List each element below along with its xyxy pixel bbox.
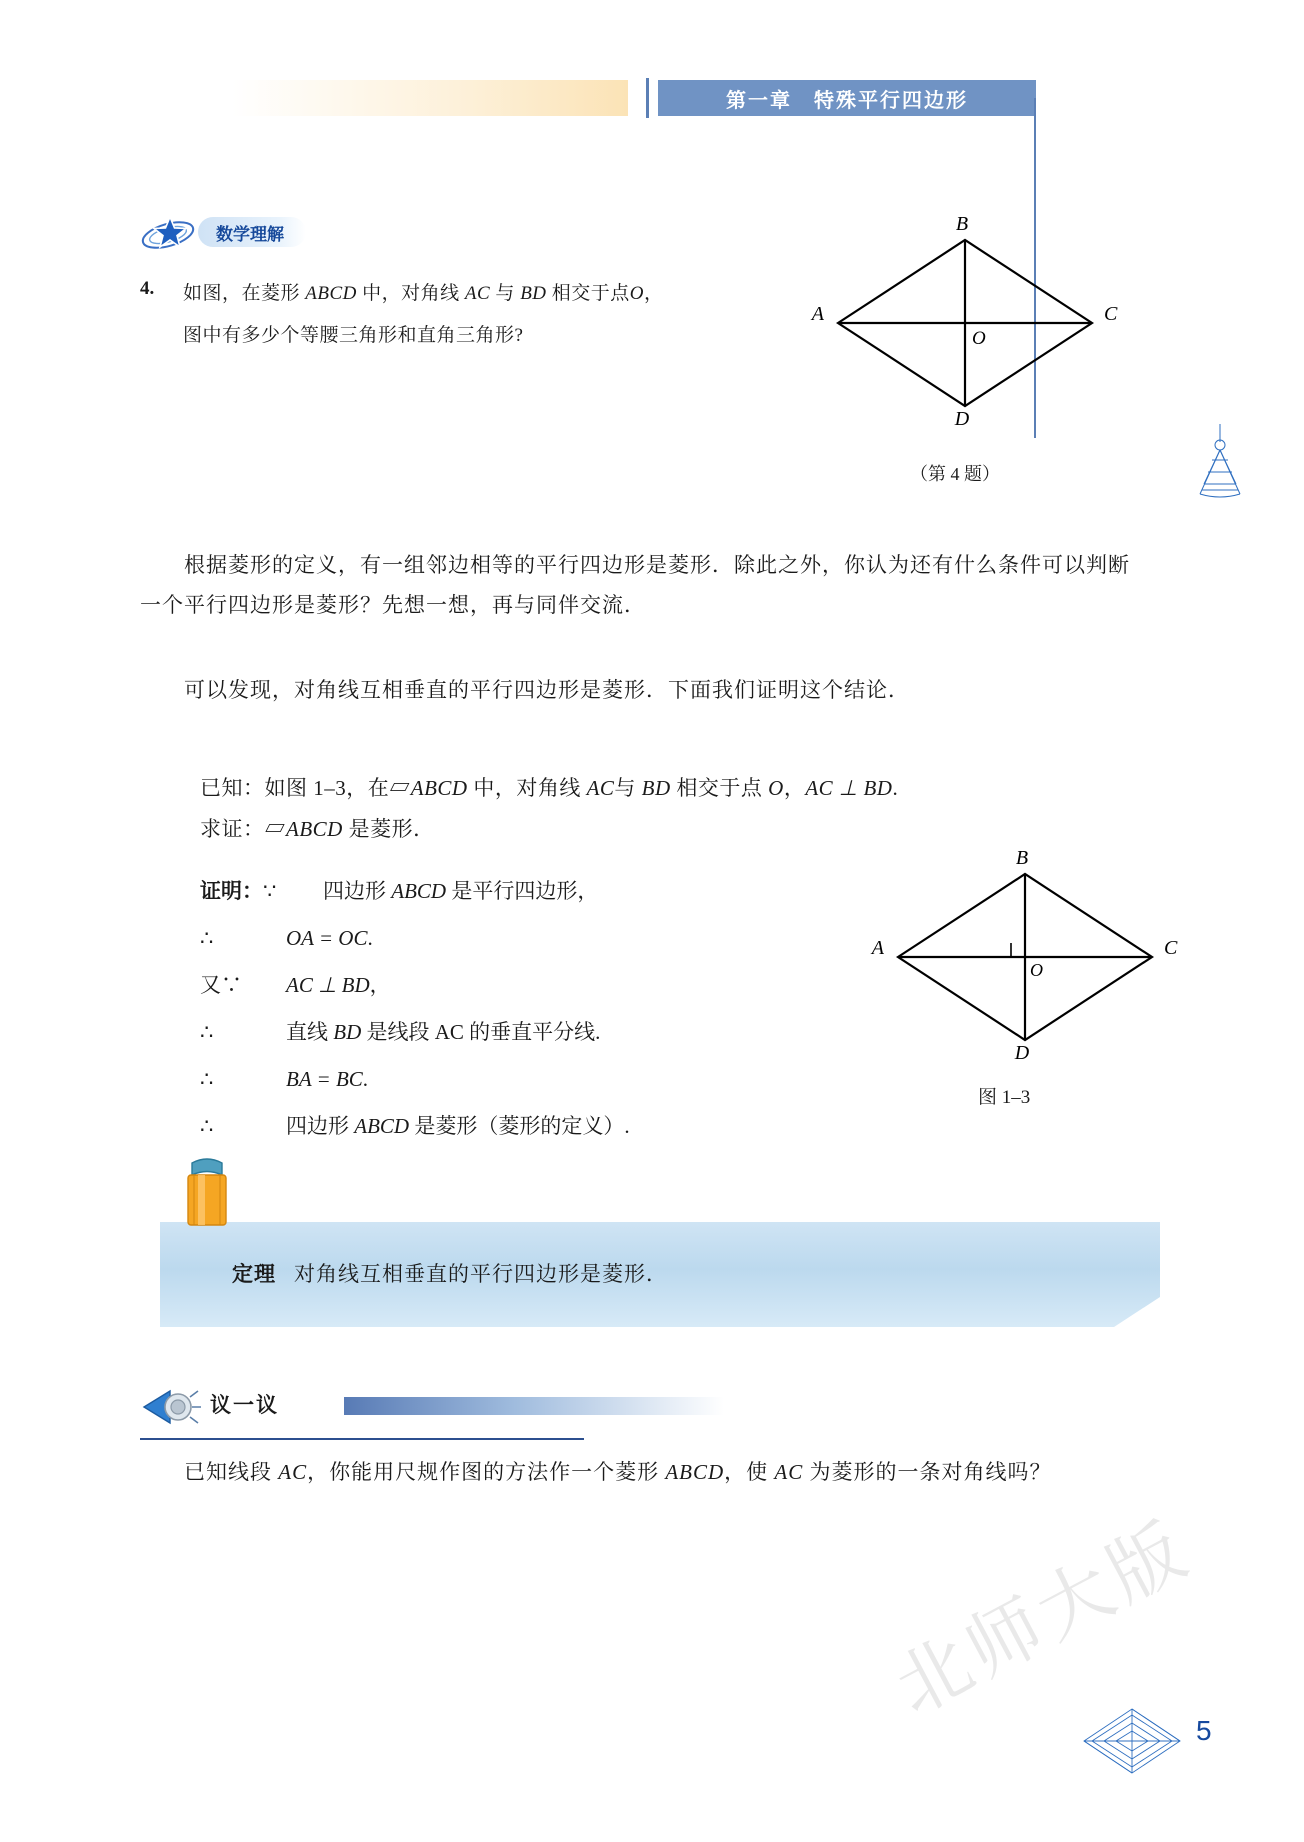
paragraph-discuss-question [140, 1452, 1150, 1492]
proof-text-pre: 四边形 [323, 879, 392, 903]
figure1-label-D: D [954, 408, 970, 430]
section-badge-discuss [140, 1385, 700, 1435]
tofind-label: 求证： [200, 817, 265, 841]
proof-math: BD [333, 1020, 362, 1044]
proof-step-row [200, 915, 900, 962]
p3-text: 已知线段 [184, 1460, 279, 1484]
tofind-line [200, 809, 980, 850]
exercise-text-line-1 [183, 278, 664, 305]
header-divider [646, 78, 649, 118]
paragraph-definition: 根据菱形的定义，有一组邻边相等的平行四边形是菱形．除此之外，你认为还有什么条件可以判断一个平行四边形是菱形？先想一想，再与同伴交流． [140, 553, 1130, 617]
megaphone-icon [140, 1385, 202, 1431]
exercise-text-part: 如图，在菱形 [183, 283, 306, 304]
badge-label-math-understanding: 数学理解 [198, 217, 306, 247]
figure-rhombus-exercise4 [811, 213, 1118, 430]
figure1-caption: （第 4 题） [910, 464, 1000, 484]
proof-symbol: ∴ [200, 926, 214, 950]
given-text: 相交于点 [670, 776, 769, 800]
proof-text-pre: 四边形 [286, 1114, 355, 1138]
math-abcd: ABCD [305, 283, 357, 304]
parallelogram-symbol: ▱ [264, 817, 286, 841]
proof-math: ABCD [354, 1114, 410, 1138]
given-text: 如图 1–3，在 [264, 776, 390, 800]
page-header [0, 80, 1304, 120]
discuss-underline [140, 1438, 584, 1440]
math-abcd: ABCD [286, 817, 343, 841]
math-bd: BD [520, 283, 547, 304]
paragraph-conclusion: 可以发现，对角线互相垂直的平行四边形是菱形．下面我们证明这个结论． [184, 678, 910, 702]
discuss-rule-bar [344, 1397, 724, 1415]
figure2-caption: 图 1–3 [978, 1087, 1031, 1108]
proof-text-post: . [362, 1067, 369, 1091]
figure2-label-B: B [1015, 847, 1029, 869]
proof-step-text [260, 962, 391, 1009]
math-abcd: ABCD [665, 1460, 725, 1484]
proof-given-block [200, 768, 980, 850]
proof-step-row [200, 868, 900, 915]
math-ac: AC [464, 283, 491, 304]
proof-step-text [260, 915, 373, 962]
math-abcd: ABCD [410, 776, 468, 800]
parallelogram-symbol: ▱ [389, 776, 411, 800]
math-o: O [629, 283, 645, 304]
figure-rhombus-proof [871, 847, 1178, 1064]
given-text: 中，对角线 [467, 776, 587, 800]
given-text: 与 [614, 776, 642, 800]
exercise-text-part: ， [644, 283, 664, 304]
proof-step-text [260, 1103, 630, 1150]
math-ac-perp-bd: AC ⊥ BD [805, 776, 893, 800]
tofind-text: 是菱形． [342, 817, 435, 841]
proof-math: ABCD [391, 879, 447, 903]
proof-step-row [200, 1009, 900, 1056]
p3-text: 为菱形的一条对角线吗？ [803, 1460, 1052, 1484]
proof-text-post: 是平行四边形， [446, 879, 599, 903]
given-label: 已知： [200, 776, 265, 800]
proof-step-text [260, 1056, 368, 1103]
section-badge-math-understanding [140, 215, 370, 249]
proof-step-row [200, 1056, 900, 1103]
proof-step-row [200, 962, 900, 1009]
given-text: . [892, 776, 899, 800]
exercise-text-part: 与 [490, 283, 521, 304]
exercise-text-part: 相交于点 [546, 283, 630, 304]
theorem-content [232, 1258, 668, 1288]
proof-label: 证明： [200, 880, 263, 903]
figure2-label-O: O [1030, 960, 1043, 980]
discuss-label: 议一议 [210, 1394, 279, 1417]
proof-math: OA = OC [286, 926, 368, 950]
proof-symbol: 又∵ [200, 973, 242, 997]
proof-math: AC ⊥ BD [286, 973, 370, 997]
p3-text: ，使 [724, 1460, 775, 1484]
figure2-label-D: D [1014, 1042, 1030, 1064]
theorem-label: 定理 [232, 1263, 276, 1286]
proof-text-post: 是菱形（菱形的定义）. [409, 1114, 630, 1138]
proof-text-post: . [367, 926, 373, 950]
theorem-statement: 对角线互相垂直的平行四边形是菱形． [294, 1262, 668, 1286]
footer-ornament-icon [1082, 1705, 1182, 1777]
compass-icon [1190, 420, 1250, 500]
figure2-label-C: C [1164, 937, 1178, 959]
proof-step-text [297, 868, 598, 915]
math-bd: BD [641, 776, 671, 800]
figure1-label-O: O [972, 328, 986, 349]
math-ac: AC [586, 776, 615, 800]
exercise-text-part: 中，对角线 [356, 283, 465, 304]
figure2-label-A: A [871, 937, 884, 959]
math-o: O [768, 776, 784, 800]
proof-text-post: ， [369, 973, 391, 997]
paperclip-icon [178, 1155, 236, 1235]
math-ac: AC [774, 1460, 804, 1484]
math-ac: AC [278, 1460, 308, 1484]
proof-symbol: ∵ [263, 879, 277, 903]
given-text: ， [783, 776, 806, 800]
header-gradient-bar [232, 80, 628, 116]
proof-steps-block [200, 868, 900, 1150]
proof-step-text [260, 1009, 600, 1056]
proof-symbol: ∴ [200, 1020, 214, 1044]
proof-math: BA = BC [286, 1067, 363, 1091]
chapter-title: 第一章 特殊平行四边形 [658, 80, 1036, 116]
theorem-corner-fold [1114, 1297, 1160, 1327]
watermark-publisher: 北师大版 [882, 1507, 1204, 1731]
exercise-text-line-2: 图中有多少个等腰三角形和直角三角形? [183, 325, 524, 346]
proof-text-post: 是线段 AC 的垂直平分线. [361, 1020, 601, 1044]
proof-symbol: ∴ [200, 1067, 214, 1091]
exercise-number: 4. [140, 278, 155, 299]
page-number: 5 [1196, 1715, 1212, 1746]
figure1-label-B: B [955, 213, 969, 235]
given-line [200, 768, 980, 809]
p3-text: ，你能用尺规作图的方法作一个菱形 [307, 1460, 666, 1484]
figure1-label-A: A [811, 303, 824, 325]
proof-text-pre: 直线 [286, 1020, 334, 1044]
proof-step-row [200, 1103, 900, 1150]
proof-symbol: ∴ [200, 1114, 214, 1138]
figure1-label-C: C [1104, 303, 1118, 325]
star-swirl-icon [140, 215, 202, 249]
